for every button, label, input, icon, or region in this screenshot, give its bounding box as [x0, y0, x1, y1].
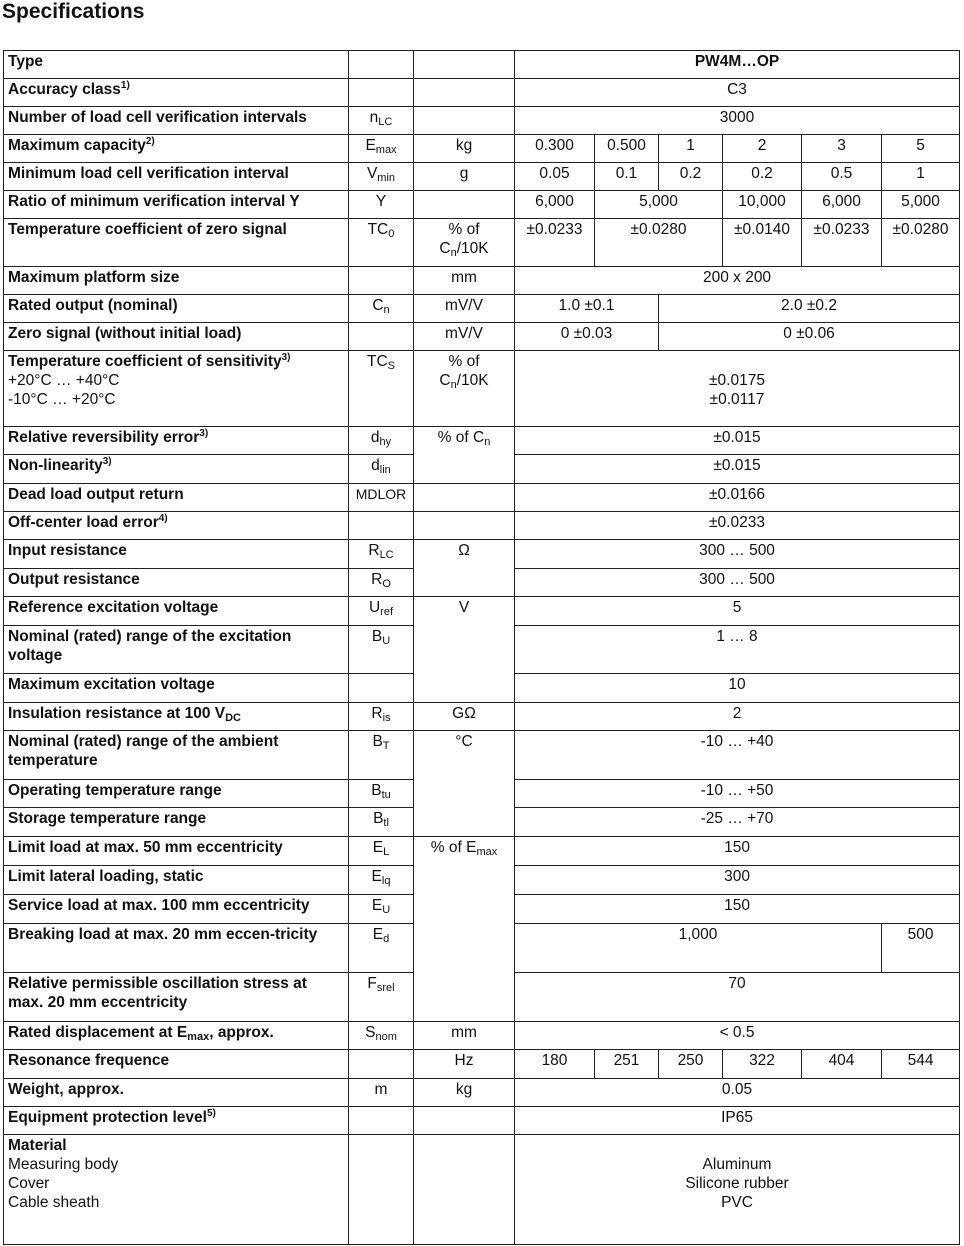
bt-value: -10 … +40	[515, 731, 960, 780]
bu-value: 1 … 8	[515, 626, 960, 674]
emax-unit: kg	[414, 135, 515, 163]
ris-unit: GΩ	[414, 703, 515, 731]
cn-symbol: $C_n$	[349, 295, 414, 323]
weight-label: Weight, approx.	[4, 1079, 349, 1107]
table-row-ratio	[4, 191, 960, 219]
nlc-label: Number of load cell verification intervals	[4, 107, 349, 135]
emax-value: 3	[802, 135, 882, 163]
snom-unit: mm	[414, 1022, 515, 1050]
emax-value: 2	[723, 135, 802, 163]
table-row-type	[4, 51, 960, 79]
tcs-range-2: -10°C … +20°C	[8, 391, 116, 408]
elq-label: Limit lateral loading, static	[4, 866, 349, 895]
ro-value: 300 … 500	[515, 569, 960, 597]
ratio-symbol: Y	[349, 191, 414, 219]
btl-symbol: $B_{tl}$	[349, 808, 414, 837]
material-values	[515, 1135, 960, 1245]
table-row-tc0	[4, 219, 960, 267]
table-row-rlc	[4, 540, 960, 569]
btu-value: -10 … +50	[515, 780, 960, 808]
tc0-value: ±0.0233	[802, 219, 882, 267]
ro-label: Output resistance	[4, 569, 349, 597]
table-row-tcs	[4, 351, 960, 427]
material-value: Silicone rubber	[685, 1175, 789, 1192]
weight-unit: kg	[414, 1079, 515, 1107]
el-value: 150	[515, 837, 960, 866]
uref-label: Reference excitation voltage	[4, 597, 349, 626]
bu-label: Nominal (rated) range of the excitation voltage	[4, 626, 349, 674]
ratio-value: 6,000	[802, 191, 882, 219]
table-row-platform	[4, 267, 960, 295]
ratio-value: 10,000	[723, 191, 802, 219]
eu-value: 150	[515, 895, 960, 924]
material-label: Material Measuring body Cover Cable sheath	[4, 1135, 349, 1245]
specifications-table	[3, 50, 960, 1245]
dlin-symbol: $d_{lin}$	[349, 455, 414, 484]
material-item: Cable sheath	[8, 1194, 100, 1211]
table-row-ris	[4, 703, 960, 731]
material-item: Cover	[8, 1175, 50, 1192]
weight-value: 0.05	[515, 1079, 960, 1107]
tcs-range-1: +20°C … +40°C	[8, 372, 120, 389]
emax-value: 1	[659, 135, 723, 163]
table-row-accuracy	[4, 79, 960, 107]
emax-value: 0.300	[515, 135, 595, 163]
ris-label: Insulation resistance at 100 $V_{DC}$	[4, 703, 349, 731]
btu-label: Operating temperature range	[4, 780, 349, 808]
dhy-label: Relative reversibility error$^{3)}$	[4, 427, 349, 455]
nlc-value: 3000	[515, 107, 960, 135]
tc0-label: Temperature coefficient of zero signal	[4, 219, 349, 267]
table-row-nlc	[4, 107, 960, 135]
bu-symbol: $B_U$	[349, 626, 414, 674]
platform-value: 200 x 200	[515, 267, 960, 295]
snom-label: Rated displacement at $E_{max}$, approx.	[4, 1022, 349, 1050]
vmin-label: Minimum load cell verification interval	[4, 163, 349, 191]
table-row-ip	[4, 1107, 960, 1135]
tc0-value: ±0.0280	[882, 219, 960, 267]
ed-value: 1,000	[515, 924, 882, 973]
platform-label: Maximum platform size	[4, 267, 349, 295]
elq-symbol: $E_{lq}$	[349, 866, 414, 895]
rlc-symbol: $R_{LC}$	[349, 540, 414, 569]
table-row-dhy	[4, 427, 960, 455]
mdlor-label: Dead load output return	[4, 484, 349, 512]
dlin-value: ±0.015	[515, 455, 960, 484]
nlc-symbol: $n_{LC}$	[349, 107, 414, 135]
maxexc-value: 10	[515, 674, 960, 703]
mdlor-symbol: MDLOR	[349, 484, 414, 512]
ed-symbol: $E_d$	[349, 924, 414, 973]
ratio-label: Ratio of minimum verification interval Y	[4, 191, 349, 219]
vmin-value: 0.2	[723, 163, 802, 191]
resonance-value: 250	[659, 1050, 723, 1079]
ratio-value: 5,000	[882, 191, 960, 219]
dhy-value: ±0.015	[515, 427, 960, 455]
tcs-symbol: $TC_S$	[349, 351, 414, 427]
tc0-value: ±0.0233	[515, 219, 595, 267]
ratio-value: 5,000	[595, 191, 723, 219]
vmin-value: 1	[882, 163, 960, 191]
bt-symbol: $B_T$	[349, 731, 414, 780]
btl-value: -25 … +70	[515, 808, 960, 837]
table-row-material	[4, 1135, 960, 1245]
table-row-offcenter	[4, 512, 960, 540]
rlc-value: 300 … 500	[515, 540, 960, 569]
vmin-value: 0.2	[659, 163, 723, 191]
offcenter-value: ±0.0233	[515, 512, 960, 540]
table-row-weight	[4, 1079, 960, 1107]
vmin-symbol: $V_{min}$	[349, 163, 414, 191]
uref-value: 5	[515, 597, 960, 626]
btl-label: Storage temperature range	[4, 808, 349, 837]
ip-value: IP65	[515, 1107, 960, 1135]
ratio-value: 6,000	[515, 191, 595, 219]
eu-label: Service load at max. 100 mm eccentricity	[4, 895, 349, 924]
vmin-unit: g	[414, 163, 515, 191]
resonance-value: 180	[515, 1050, 595, 1079]
resonance-value: 544	[882, 1050, 960, 1079]
table-row-el	[4, 837, 960, 866]
zero-unit: mV/V	[414, 323, 515, 351]
material-item: Measuring body	[8, 1156, 119, 1173]
page-title: Specifications	[2, 0, 145, 23]
btu-symbol: $B_{tu}$	[349, 780, 414, 808]
resonance-value: 322	[723, 1050, 802, 1079]
tc0-symbol: $TC_0$	[349, 219, 414, 267]
emax-label: Maximum capacity$^{2)}$	[4, 135, 349, 163]
tc0-value: ±0.0140	[723, 219, 802, 267]
vmin-value: 0.1	[595, 163, 659, 191]
table-row-mdlor	[4, 484, 960, 512]
zero-label: Zero signal (without initial load)	[4, 323, 349, 351]
fsrel-symbol: $F_{srel}$	[349, 973, 414, 1022]
ed-label: Breaking load at max. 20 mm eccen-tricity	[4, 924, 349, 973]
ip-label: Equipment protection level$^{5)}$	[4, 1107, 349, 1135]
ed-value: 500	[882, 924, 960, 973]
elq-value: 300	[515, 866, 960, 895]
weight-symbol: m	[349, 1079, 414, 1107]
offcenter-label: Off-center load error$^{4)}$	[4, 512, 349, 540]
tcs-label: Temperature coefficient of sensitivity$^{3)}$ +20°C … +40°C -10°C … +20°C	[4, 351, 349, 427]
table-row-vmin	[4, 163, 960, 191]
percent-emax-unit: % of $E_{max}$	[414, 837, 515, 1022]
table-row-snom	[4, 1022, 960, 1050]
type-value: PW4M…OP	[515, 51, 960, 79]
zero-value: 0 ±0.06	[659, 323, 960, 351]
resonance-unit: Hz	[414, 1050, 515, 1079]
resonance-value: 404	[802, 1050, 882, 1079]
tcs-value: ±0.0175 ±0.0117	[515, 351, 960, 427]
vmin-value: 0.5	[802, 163, 882, 191]
fsrel-label: Relative permissible oscillation stress at max. 20 mm eccentricity	[4, 973, 349, 1022]
table-row-resonance	[4, 1050, 960, 1079]
ohm-unit: Ω	[414, 540, 515, 597]
dlin-label: Non-linearity$^{3)}$	[4, 455, 349, 484]
snom-value: < 0.5	[515, 1022, 960, 1050]
eu-symbol: $E_U$	[349, 895, 414, 924]
snom-symbol: $S_{nom}$	[349, 1022, 414, 1050]
maxexc-label: Maximum excitation voltage	[4, 674, 349, 703]
cn-value: 2.0 ±0.2	[659, 295, 960, 323]
table-row-emax	[4, 135, 960, 163]
cn-value: 1.0 ±0.1	[515, 295, 659, 323]
ris-value: 2	[515, 703, 960, 731]
ro-symbol: $R_O$	[349, 569, 414, 597]
tc0-unit: % of $C_n/10K$	[414, 219, 515, 267]
material-value: Aluminum	[702, 1156, 772, 1173]
el-symbol: $E_L$	[349, 837, 414, 866]
volt-unit: V	[414, 597, 515, 703]
fsrel-value: 70	[515, 973, 960, 1022]
resonance-label: Resonance frequence	[4, 1050, 349, 1079]
bt-label: Nominal (rated) range of the ambient temperature	[4, 731, 349, 780]
tc0-value: ±0.0280	[595, 219, 723, 267]
accuracy-label: Accuracy class$^{1)}$	[4, 79, 349, 107]
platform-unit: mm	[414, 267, 515, 295]
material-value: PVC	[721, 1194, 753, 1211]
percent-cn-unit: % of $C_n$	[414, 427, 515, 484]
resonance-value: 251	[595, 1050, 659, 1079]
dhy-symbol: $d_{hy}$	[349, 427, 414, 455]
table-row-cn	[4, 295, 960, 323]
uref-symbol: $U_{ref}$	[349, 597, 414, 626]
cn-unit: mV/V	[414, 295, 515, 323]
ris-symbol: $R_{is}$	[349, 703, 414, 731]
rlc-label: Input resistance	[4, 540, 349, 569]
type-label: Type	[4, 51, 349, 79]
mdlor-value: ±0.0166	[515, 484, 960, 512]
tcs-unit: % of $C_n/10K$	[414, 351, 515, 427]
vmin-value: 0.05	[515, 163, 595, 191]
table-row-uref	[4, 597, 960, 626]
cn-label: Rated output (nominal)	[4, 295, 349, 323]
accuracy-value: C3	[515, 79, 960, 107]
zero-value: 0 ±0.03	[515, 323, 659, 351]
emax-value: 5	[882, 135, 960, 163]
celsius-unit: °C	[414, 731, 515, 837]
el-label: Limit load at max. 50 mm eccentricity	[4, 837, 349, 866]
table-row-zero	[4, 323, 960, 351]
table-row-bt	[4, 731, 960, 780]
emax-value: 0.500	[595, 135, 659, 163]
emax-symbol: $E_{max}$	[349, 135, 414, 163]
